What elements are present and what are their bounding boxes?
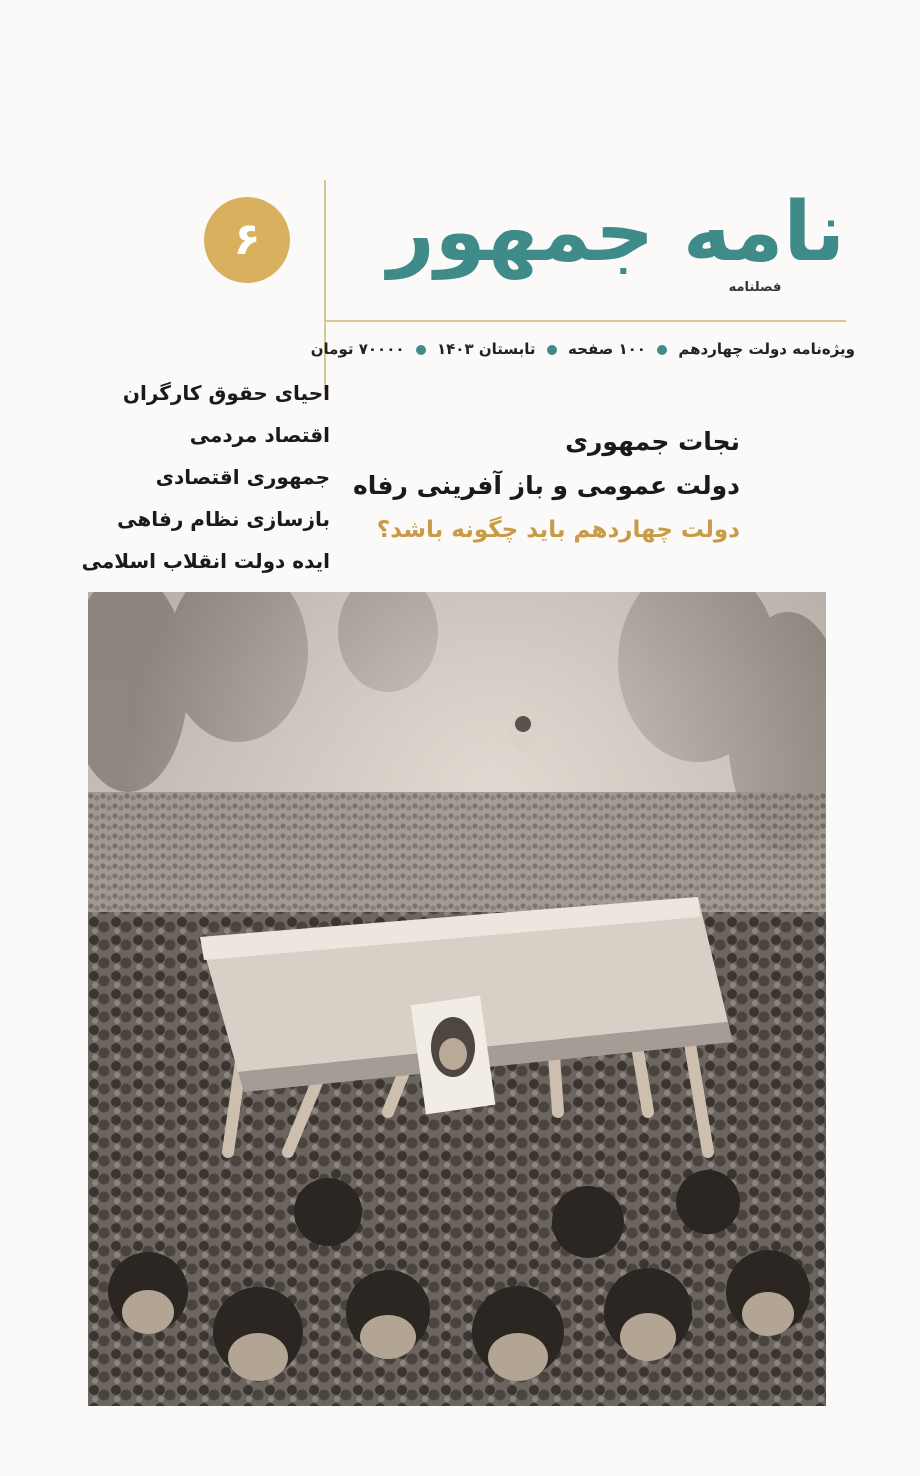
meta-season: تابستان ۱۴۰۳ [436, 340, 536, 358]
cover-headlines [340, 420, 740, 552]
headline-question: دولت چهاردهم باید چگونه باشد؟ [376, 517, 740, 543]
topic-item: ایده دولت انقلاب اسلامی [81, 549, 330, 573]
topic-item: اقتصاد مردمی [189, 423, 330, 447]
topic-item: بازسازی نظام رفاهی [117, 507, 330, 531]
cover-photo-funeral-crowd [88, 592, 826, 1406]
meta-price: ۷۰۰۰۰ تومان [310, 340, 405, 358]
bullet-dot-icon [657, 345, 667, 355]
masthead-vertical-rule [324, 180, 326, 390]
masthead-horizontal-rule [326, 320, 846, 322]
topic-item: جمهوری اقتصادی [155, 465, 330, 489]
issue-number-badge: ۶ [204, 197, 290, 283]
bullet-dot-icon [547, 345, 557, 355]
magazine-type-label: فصلنامه [728, 280, 782, 295]
topic-list [60, 372, 330, 582]
meta-page-count: ۱۰۰ صفحه [568, 340, 646, 358]
bullet-dot-icon [416, 345, 426, 355]
headline-secondary: دولت عمومی و باز آفرینی رفاه [352, 471, 740, 500]
meta-special-issue: ویژه‌نامه دولت چهاردهم [678, 340, 855, 358]
topic-item: احیای حقوق کارگران [122, 381, 330, 405]
issue-meta-line [310, 340, 855, 358]
magazine-logo: نامه جمهور [387, 185, 845, 280]
headline-primary: نجات جمهوری [565, 427, 740, 456]
